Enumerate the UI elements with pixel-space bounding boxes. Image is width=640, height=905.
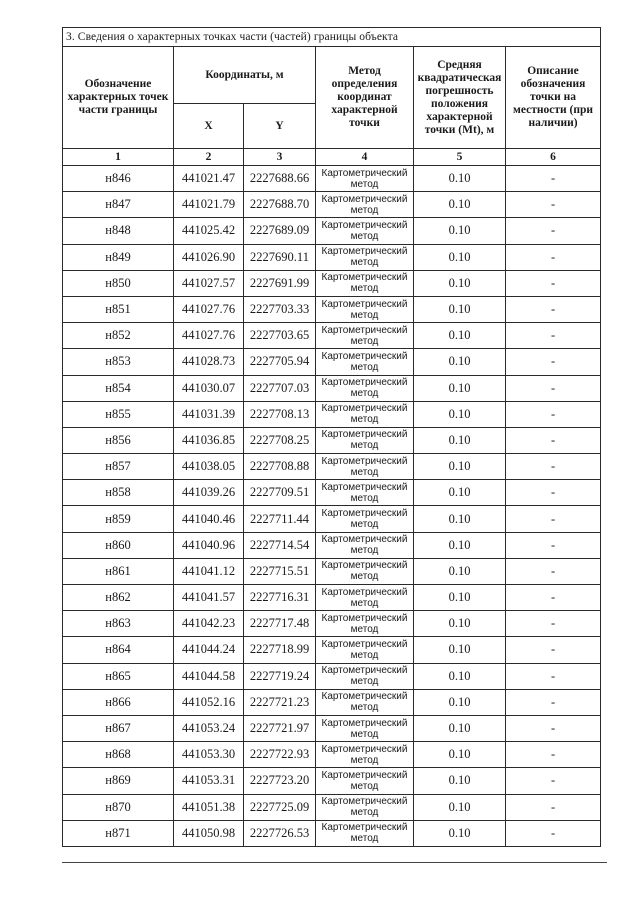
method-line: метод (350, 833, 379, 845)
method-cell (316, 506, 414, 532)
column-number: 5 (414, 149, 506, 166)
point-designation: н858 (63, 480, 174, 506)
method-line: метод (350, 492, 379, 504)
method-cell (316, 558, 414, 584)
mean-square-error: 0.10 (414, 323, 506, 349)
method-line: Картометрический (321, 822, 408, 834)
table-row (63, 558, 601, 584)
method-line: Картометрический (321, 560, 408, 572)
column-number: 3 (244, 149, 316, 166)
method-line: Картометрический (321, 769, 408, 781)
coordinate-y: 2227719.24 (244, 663, 316, 689)
method-cell (316, 270, 414, 296)
method-line: Картометрический (321, 403, 408, 415)
point-description: - (506, 401, 601, 427)
table-row (63, 820, 601, 846)
coordinate-y: 2227690.11 (244, 244, 316, 270)
point-description: - (506, 794, 601, 820)
mean-square-error: 0.10 (414, 270, 506, 296)
point-designation: н865 (63, 663, 174, 689)
mean-square-error: 0.10 (414, 689, 506, 715)
coordinate-y: 2227711.44 (244, 506, 316, 532)
method-line: метод (350, 702, 379, 714)
table-row (63, 715, 601, 741)
point-designation: н857 (63, 454, 174, 480)
method-cell (316, 427, 414, 453)
point-designation: н851 (63, 296, 174, 322)
coordinate-x: 441027.57 (174, 270, 244, 296)
mean-square-error: 0.10 (414, 585, 506, 611)
mean-square-error: 0.10 (414, 820, 506, 846)
point-description: - (506, 742, 601, 768)
point-description: - (506, 296, 601, 322)
coordinate-y: 2227691.99 (244, 270, 316, 296)
method-line: Картометрический (321, 717, 408, 729)
point-description: - (506, 558, 601, 584)
coordinate-x: 441050.98 (174, 820, 244, 846)
method-line: Картометрический (321, 324, 408, 336)
mean-square-error: 0.10 (414, 244, 506, 270)
coordinate-y: 2227707.03 (244, 375, 316, 401)
table-row (63, 532, 601, 558)
point-description: - (506, 820, 601, 846)
mean-square-error: 0.10 (414, 401, 506, 427)
method-line: Картометрический (321, 377, 408, 389)
header-y: Y (244, 104, 316, 149)
coordinate-x: 441036.85 (174, 427, 244, 453)
method-cell (316, 768, 414, 794)
coordinate-x: 441031.39 (174, 401, 244, 427)
coordinate-y: 2227703.33 (244, 296, 316, 322)
coordinate-y: 2227714.54 (244, 532, 316, 558)
method-line: Картометрический (321, 586, 408, 598)
method-line: метод (350, 204, 379, 216)
point-description: - (506, 454, 601, 480)
method-line: Картометрический (321, 743, 408, 755)
method-line: метод (350, 754, 379, 766)
point-designation: н854 (63, 375, 174, 401)
table-row (63, 689, 601, 715)
table-row (63, 218, 601, 244)
method-line: Картометрический (321, 691, 408, 703)
coordinate-y: 2227723.20 (244, 768, 316, 794)
method-line: метод (350, 388, 379, 400)
point-designation: н853 (63, 349, 174, 375)
point-designation: н867 (63, 715, 174, 741)
coordinate-x: 441053.30 (174, 742, 244, 768)
method-line: метод (350, 545, 379, 557)
coordinate-x: 441040.96 (174, 532, 244, 558)
method-cell (316, 611, 414, 637)
coordinate-y: 2227708.13 (244, 401, 316, 427)
mean-square-error: 0.10 (414, 427, 506, 453)
header-coordinates: Координаты, м (174, 47, 316, 104)
column-number: 2 (174, 149, 244, 166)
table-row (63, 323, 601, 349)
method-line: Картометрический (321, 665, 408, 677)
coordinate-y: 2227688.70 (244, 192, 316, 218)
header-description: Описание обозначения точки на местности (при наличии) (506, 47, 601, 149)
coordinate-x: 441044.24 (174, 637, 244, 663)
coordinate-y: 2227717.48 (244, 611, 316, 637)
method-cell (316, 742, 414, 768)
point-description: - (506, 611, 601, 637)
mean-square-error: 0.10 (414, 192, 506, 218)
point-designation: н855 (63, 401, 174, 427)
coordinate-y: 2227716.31 (244, 585, 316, 611)
method-cell (316, 192, 414, 218)
coordinate-y: 2227705.94 (244, 349, 316, 375)
coordinate-y: 2227708.25 (244, 427, 316, 453)
point-designation: н862 (63, 585, 174, 611)
method-cell (316, 244, 414, 270)
coordinate-x: 441038.05 (174, 454, 244, 480)
header-x: X (174, 104, 244, 149)
table-row (63, 768, 601, 794)
point-description: - (506, 218, 601, 244)
coordinate-y: 2227709.51 (244, 480, 316, 506)
mean-square-error: 0.10 (414, 768, 506, 794)
point-designation: н866 (63, 689, 174, 715)
table-row (63, 270, 601, 296)
method-line: Картометрический (321, 612, 408, 624)
coordinate-y: 2227689.09 (244, 218, 316, 244)
point-description: - (506, 715, 601, 741)
table-row (63, 794, 601, 820)
table-row (63, 166, 601, 192)
method-line: Картометрический (321, 508, 408, 520)
method-cell (316, 375, 414, 401)
coordinate-x: 441039.26 (174, 480, 244, 506)
method-line: Картометрический (321, 219, 408, 231)
coordinate-x: 441025.42 (174, 218, 244, 244)
method-line: Картометрический (321, 455, 408, 467)
point-designation: н848 (63, 218, 174, 244)
table-row (63, 480, 601, 506)
table-row (63, 427, 601, 453)
table-row (63, 742, 601, 768)
point-description: - (506, 349, 601, 375)
method-line: метод (350, 414, 379, 426)
method-line: метод (350, 597, 379, 609)
coordinate-x: 441053.31 (174, 768, 244, 794)
method-line: Картометрический (321, 481, 408, 493)
method-line: метод (350, 283, 379, 295)
section-title-row (63, 28, 601, 47)
coordinate-y: 2227715.51 (244, 558, 316, 584)
coordinate-x: 441021.79 (174, 192, 244, 218)
column-number: 1 (63, 149, 174, 166)
coordinate-x: 441052.16 (174, 689, 244, 715)
method-cell (316, 218, 414, 244)
point-description: - (506, 585, 601, 611)
point-description: - (506, 323, 601, 349)
mean-square-error: 0.10 (414, 558, 506, 584)
header-error: Средняя квадратическая погрешность положения характерной точки (Mt), м (414, 47, 506, 149)
method-cell (316, 401, 414, 427)
mean-square-error: 0.10 (414, 663, 506, 689)
method-line: метод (350, 623, 379, 635)
method-line: метод (350, 519, 379, 531)
table-row (63, 349, 601, 375)
point-designation: н850 (63, 270, 174, 296)
method-line: метод (350, 440, 379, 452)
point-designation: н846 (63, 166, 174, 192)
point-description: - (506, 663, 601, 689)
method-line: Картометрический (321, 638, 408, 650)
footer-divider (62, 862, 607, 863)
boundary-points-table (62, 27, 601, 847)
coordinate-x: 441026.90 (174, 244, 244, 270)
point-description: - (506, 637, 601, 663)
method-line: метод (350, 335, 379, 347)
method-cell (316, 454, 414, 480)
method-cell (316, 166, 414, 192)
method-line: Картометрический (321, 534, 408, 546)
header-designation: Обозначение характерных точек части границы (63, 47, 174, 149)
point-designation: н863 (63, 611, 174, 637)
method-line: метод (350, 309, 379, 321)
column-number: 4 (316, 149, 414, 166)
coordinate-y: 2227708.88 (244, 454, 316, 480)
point-description: - (506, 375, 601, 401)
coordinate-x: 441021.47 (174, 166, 244, 192)
column-number: 6 (506, 149, 601, 166)
mean-square-error: 0.10 (414, 506, 506, 532)
column-number-row (63, 149, 601, 166)
method-line: Картометрический (321, 167, 408, 179)
table-row (63, 401, 601, 427)
point-description: - (506, 506, 601, 532)
mean-square-error: 0.10 (414, 480, 506, 506)
mean-square-error: 0.10 (414, 454, 506, 480)
coordinate-y: 2227722.93 (244, 742, 316, 768)
section-title: 3. Сведения о характерных точках части (частей) границы объекта (63, 28, 601, 47)
coordinate-x: 441051.38 (174, 794, 244, 820)
mean-square-error: 0.10 (414, 742, 506, 768)
coordinate-x: 441041.12 (174, 558, 244, 584)
mean-square-error: 0.10 (414, 532, 506, 558)
coordinate-y: 2227703.65 (244, 323, 316, 349)
mean-square-error: 0.10 (414, 375, 506, 401)
point-designation: н852 (63, 323, 174, 349)
table-row (63, 375, 601, 401)
method-cell (316, 820, 414, 846)
coordinate-y: 2227688.66 (244, 166, 316, 192)
point-designation: н864 (63, 637, 174, 663)
method-cell (316, 480, 414, 506)
table-row (63, 506, 601, 532)
point-description: - (506, 244, 601, 270)
mean-square-error: 0.10 (414, 794, 506, 820)
method-line: метод (350, 361, 379, 373)
method-line: Картометрический (321, 298, 408, 310)
coordinate-y: 2227726.53 (244, 820, 316, 846)
coordinate-x: 441040.46 (174, 506, 244, 532)
coordinate-x: 441044.58 (174, 663, 244, 689)
coordinate-y: 2227718.99 (244, 637, 316, 663)
method-line: Картометрический (321, 429, 408, 441)
table-row (63, 296, 601, 322)
point-description: - (506, 689, 601, 715)
mean-square-error: 0.10 (414, 218, 506, 244)
point-description: - (506, 532, 601, 558)
point-description: - (506, 270, 601, 296)
table-row (63, 454, 601, 480)
method-line: Картометрический (321, 796, 408, 808)
mean-square-error: 0.10 (414, 611, 506, 637)
header-method: Метод определения координат характерной точки (316, 47, 414, 149)
coordinate-x: 441042.23 (174, 611, 244, 637)
point-designation: н871 (63, 820, 174, 846)
point-designation: н868 (63, 742, 174, 768)
coordinate-y: 2227725.09 (244, 794, 316, 820)
mean-square-error: 0.10 (414, 296, 506, 322)
point-designation: н847 (63, 192, 174, 218)
mean-square-error: 0.10 (414, 166, 506, 192)
table-row (63, 663, 601, 689)
coordinate-x: 441053.24 (174, 715, 244, 741)
mean-square-error: 0.10 (414, 715, 506, 741)
method-cell (316, 296, 414, 322)
table-row (63, 192, 601, 218)
coordinate-x: 441027.76 (174, 323, 244, 349)
point-designation: н859 (63, 506, 174, 532)
method-cell (316, 323, 414, 349)
table-row (63, 637, 601, 663)
method-line: Картометрический (321, 350, 408, 362)
coordinate-x: 441027.76 (174, 296, 244, 322)
point-designation: н869 (63, 768, 174, 794)
point-designation: н861 (63, 558, 174, 584)
coordinate-x: 441030.07 (174, 375, 244, 401)
point-description: - (506, 480, 601, 506)
point-description: - (506, 768, 601, 794)
method-line: метод (350, 466, 379, 478)
point-designation: н860 (63, 532, 174, 558)
point-description: - (506, 427, 601, 453)
method-line: метод (350, 780, 379, 792)
table-row (63, 585, 601, 611)
method-cell (316, 349, 414, 375)
method-line: метод (350, 728, 379, 740)
coordinate-x: 441041.57 (174, 585, 244, 611)
point-designation: н856 (63, 427, 174, 453)
method-line: метод (350, 649, 379, 661)
coordinate-y: 2227721.23 (244, 689, 316, 715)
method-cell (316, 585, 414, 611)
mean-square-error: 0.10 (414, 637, 506, 663)
method-line: Картометрический (321, 272, 408, 284)
table-row (63, 244, 601, 270)
method-line: метод (350, 257, 379, 269)
point-designation: н870 (63, 794, 174, 820)
method-line: Картометрический (321, 193, 408, 205)
method-line: метод (350, 230, 379, 242)
coordinate-x: 441028.73 (174, 349, 244, 375)
table-row (63, 611, 601, 637)
method-line: метод (350, 571, 379, 583)
point-description: - (506, 192, 601, 218)
table-body (63, 28, 601, 847)
method-cell (316, 689, 414, 715)
point-description: - (506, 166, 601, 192)
mean-square-error: 0.10 (414, 349, 506, 375)
method-line: Картометрический (321, 246, 408, 258)
method-cell (316, 663, 414, 689)
method-cell (316, 794, 414, 820)
coordinate-y: 2227721.97 (244, 715, 316, 741)
point-designation: н849 (63, 244, 174, 270)
method-line: метод (350, 178, 379, 190)
method-cell (316, 637, 414, 663)
method-line: метод (350, 676, 379, 688)
method-line: метод (350, 807, 379, 819)
method-cell (316, 532, 414, 558)
header-row-1 (63, 47, 601, 104)
method-cell (316, 715, 414, 741)
